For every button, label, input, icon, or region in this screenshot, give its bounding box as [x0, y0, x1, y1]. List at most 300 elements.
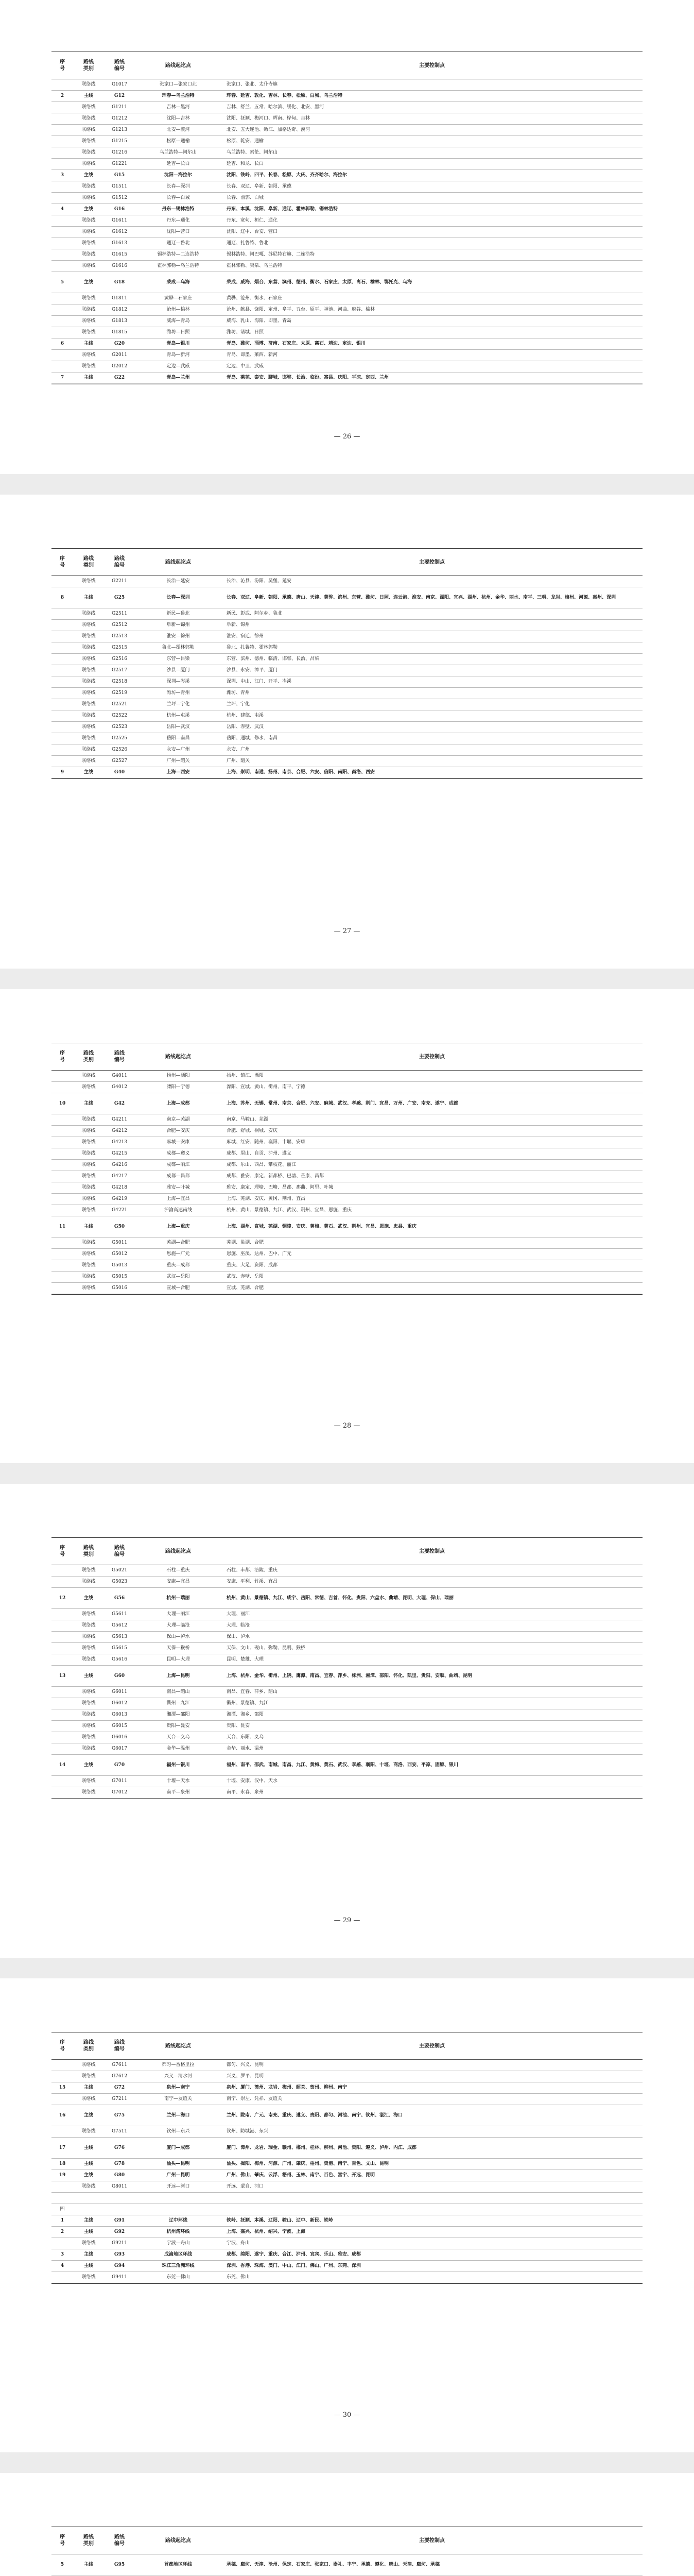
- cell-class: 联络线: [81, 1778, 96, 1784]
- cell-code: G4216: [111, 1162, 128, 1167]
- cell-cities: 沙县、永安、漳平、厦门: [227, 668, 278, 673]
- cell-code: G2521: [111, 702, 128, 707]
- cell-name: 沙县—厦门: [166, 668, 190, 673]
- table-row: [51, 2126, 643, 2138]
- cell-class: 联络线: [81, 2275, 96, 2280]
- cell-code: G56: [114, 1595, 125, 1601]
- table-row: [51, 665, 643, 676]
- highway-table: [51, 1043, 643, 1295]
- cell-class: 联络线: [81, 1701, 96, 1706]
- table-row: [51, 608, 643, 620]
- cell-code: G1615: [111, 252, 128, 257]
- header-cities: 主要控制点: [419, 2537, 445, 2544]
- cell-name: 乌兰浩特—阿尔山: [159, 150, 197, 155]
- table-row: [51, 710, 643, 722]
- cell-code: G4221: [111, 1208, 128, 1213]
- cell-seq: 9: [60, 770, 64, 775]
- cell-name: 上海—西安: [166, 770, 190, 775]
- cell-class: 主线: [83, 2145, 93, 2150]
- table-row: [51, 620, 643, 631]
- cell-code: G1216: [111, 150, 128, 155]
- cell-name: 首都地区环线: [164, 2562, 192, 2567]
- table-row: [51, 767, 643, 778]
- cell-class: 联络线: [81, 330, 96, 335]
- cell-cities: 东莞、佛山: [227, 2275, 250, 2280]
- document-page: [0, 495, 694, 969]
- cell-code: G18: [114, 279, 125, 285]
- cell-name: 上海—宜昌: [166, 1196, 190, 1201]
- cell-class: 联络线: [81, 645, 96, 650]
- cell-name: 锡林浩特—二连浩特: [157, 252, 199, 257]
- cell-class: 联络线: [81, 1285, 96, 1291]
- cell-cities: 广州、韶关: [227, 758, 250, 764]
- cell-code: G93: [114, 2252, 125, 2257]
- cell-name: 宁波—舟山: [166, 2241, 190, 2246]
- cell-code: G15: [114, 173, 125, 178]
- cell-name: 岳阳—武汉: [166, 724, 190, 730]
- table-header: [51, 52, 643, 79]
- table-row: [51, 147, 643, 159]
- cell-code: G1017: [111, 82, 128, 87]
- table-row: [51, 2215, 643, 2227]
- cell-code: G6011: [111, 1689, 128, 1694]
- header-cities: 主要控制点: [419, 1548, 445, 1554]
- table-row: [51, 238, 643, 249]
- table-row: [51, 91, 643, 102]
- cell-class: 联络线: [81, 82, 96, 87]
- cell-name: 北安—漠河: [166, 127, 190, 132]
- cell-code: G2527: [111, 758, 128, 764]
- table-header: [51, 2527, 643, 2554]
- cell-class: 联络线: [81, 229, 96, 234]
- cell-code: G4212: [111, 1128, 128, 1133]
- cell-code: G1212: [111, 116, 128, 121]
- cell-class: 联络线: [81, 1084, 96, 1090]
- table-row: [51, 2170, 643, 2181]
- cell-class: 联络线: [81, 1208, 96, 1213]
- cell-code: G5612: [111, 1623, 128, 1628]
- header-cities: 主要控制点: [419, 62, 445, 69]
- cell-class: 联络线: [81, 690, 96, 696]
- cell-name: 昆明—大理: [166, 1657, 190, 1662]
- cell-cities: 成都、乐山、西昌、攀枝花、丽江: [227, 1162, 297, 1167]
- cell-cities: 乌兰浩特、索伦、阿尔山: [227, 150, 278, 155]
- cell-class: 联络线: [81, 2096, 96, 2102]
- cell-cities: 上海、崇明、南通、扬州、南京、合肥、六安、信阳、南阳、商洛、西安: [227, 770, 375, 775]
- cell-cities: 金华、丽水、温州: [227, 1746, 264, 1751]
- cell-class: 主线: [83, 770, 93, 775]
- cell-cities: 贵阳、瓮安: [227, 1723, 250, 1728]
- cell-name: 沪渝高速南线: [164, 1208, 192, 1213]
- cell-cities: 天台、东阳、义乌: [227, 1735, 264, 1740]
- cell-name: 鲁北—霍林郭勒: [162, 645, 195, 650]
- header-seq: 序 号: [60, 2534, 65, 2547]
- cell-cities: 沈阳、辽中、台安、营口: [227, 229, 278, 234]
- cell-name: 合肥—安庆: [166, 1128, 190, 1133]
- cell-code: G42: [114, 1100, 125, 1106]
- page-number: — 27 —: [334, 927, 360, 935]
- cell-seq: 3: [60, 2252, 64, 2257]
- cell-cities: 泉州、厦门、漳州、龙岩、梅州、韶关、贺州、柳州、南宁: [227, 2085, 348, 2090]
- cell-name: 沈阳—吉林: [166, 116, 190, 121]
- cell-class: 联络线: [81, 195, 96, 200]
- cell-name: 杭州—屯溪: [166, 713, 190, 718]
- document-page: [0, 1978, 694, 2452]
- cell-name: 东营—吕梁: [166, 656, 190, 662]
- cell-cities: 青岛、即墨、莱西、新河: [227, 352, 278, 358]
- highway-table: [51, 52, 643, 384]
- cell-class: 主线: [83, 2263, 93, 2268]
- cell-name: 黄骅—石家庄: [164, 296, 192, 301]
- header-code: 路线 编号: [114, 556, 125, 568]
- cell-code: G7612: [111, 2074, 128, 2079]
- cell-name: 钦州—东兴: [166, 2129, 190, 2134]
- cell-code: G2517: [111, 668, 128, 673]
- cell-cities: 深圳、香港、珠海、澳门、中山、江门、佛山、广州、东莞、深圳: [227, 2263, 361, 2268]
- cell-name: 兴义—清水河: [164, 2074, 192, 2079]
- cell-seq: 3: [60, 173, 64, 178]
- table-row: [51, 159, 643, 170]
- cell-cities: 上海、湖州、宣城、芜湖、铜陵、安庆、黄梅、黄石、武汉、荆州、宜昌、恩施、忠县、重庆: [227, 1224, 417, 1229]
- cell-code: G7011: [111, 1778, 128, 1784]
- table-row: [51, 79, 643, 91]
- cell-name: 成都—昌都: [166, 1174, 190, 1179]
- cell-code: G95: [114, 2562, 125, 2567]
- page-number: — 29 —: [334, 1917, 360, 1924]
- cell-name: 石柱—重庆: [166, 1568, 190, 1573]
- cell-class: 联络线: [81, 2129, 96, 2134]
- cell-name: 衢州—九江: [166, 1701, 190, 1706]
- cell-name: 东莞—佛山: [166, 2275, 190, 2280]
- cell-name: 南平—泉州: [166, 1790, 190, 1795]
- cell-class: 联络线: [81, 1612, 96, 1617]
- cell-class: 联络线: [81, 1712, 96, 1717]
- cell-cities: 吉林、舒兰、五常、哈尔滨、绥化、北安、黑河: [227, 105, 324, 110]
- cell-class: 主线: [83, 2085, 93, 2090]
- cell-class: 主线: [83, 2252, 93, 2257]
- cell-class: 联络线: [81, 1140, 96, 1145]
- cell-class: 主线: [83, 375, 93, 380]
- cell-code: G40: [114, 770, 125, 775]
- cell-class: 主线: [83, 2112, 93, 2118]
- cell-cities: 扬州、镇江、溧阳: [227, 1073, 264, 1078]
- cell-cities: 恩施、巫溪、达州、巴中、广元: [227, 1251, 292, 1257]
- cell-code: G1612: [111, 229, 128, 234]
- cell-name: 吉林—黑河: [166, 105, 190, 110]
- header-name: 路线起讫点: [165, 1054, 191, 1060]
- table-row: [51, 1687, 643, 1698]
- cell-name: 开远—河口: [166, 2184, 190, 2189]
- table-row: [51, 1160, 643, 1171]
- page-number: — 28 —: [334, 1422, 360, 1430]
- header-code: 路线 编号: [114, 2040, 125, 2052]
- cell-class: 联络线: [81, 2241, 96, 2246]
- table-row: [51, 113, 643, 125]
- cell-cities: 成都、眉山、自贡、泸州、遵义: [227, 1151, 292, 1156]
- table-row: [51, 2105, 643, 2126]
- cell-cities: 芜湖、巢湖、合肥: [227, 1240, 264, 1245]
- cell-cities: 珲春、延吉、敦化、吉林、长春、松原、白城、乌兰浩特: [227, 93, 343, 98]
- cell-code: G4011: [111, 1073, 128, 1078]
- cell-cities: 溧阳、宣城、黄山、衢州、南平、宁德: [227, 1084, 306, 1090]
- cell-name: 霍林郭勒—乌兰浩特: [157, 263, 199, 268]
- cell-name: 淮安—徐州: [166, 634, 190, 639]
- table-row: [51, 1577, 643, 1588]
- cell-name: 大理—丽江: [166, 1612, 190, 1617]
- cell-cities: 丹东、宽甸、桓仁、通化: [227, 218, 278, 223]
- cell-code: G80: [114, 2173, 125, 2178]
- cell-cities: 昆明、楚雄、大理: [227, 1657, 264, 1662]
- table-row: [51, 1620, 643, 1632]
- cell-name: 潍坊—青州: [166, 690, 190, 696]
- cell-code: G2511: [111, 611, 128, 616]
- cell-class: 联络线: [81, 352, 96, 358]
- table-row: [51, 756, 643, 767]
- cell-code: G1813: [111, 318, 128, 324]
- cell-name: 武汉—岳阳: [166, 1274, 190, 1279]
- cell-seq: 8: [60, 595, 64, 600]
- cell-code: G50: [114, 1224, 125, 1229]
- cell-code: G1616: [111, 263, 128, 268]
- cell-seq: 4: [60, 2263, 64, 2268]
- cell-class: 联络线: [81, 139, 96, 144]
- cell-cities: 新民、彰武、阿尔乡、鲁北: [227, 611, 283, 616]
- table-row: [51, 1171, 643, 1182]
- cell-code: G5021: [111, 1568, 128, 1573]
- cell-class: 联络线: [81, 656, 96, 662]
- cell-cities: 都匀、兴义、昆明: [227, 2062, 264, 2067]
- table-row: [51, 1643, 643, 1654]
- cell-class: 联络线: [81, 1790, 96, 1795]
- cell-name: 汕头—昆明: [166, 2161, 190, 2166]
- table-row: [51, 204, 643, 215]
- cell-class: 联络线: [81, 1128, 96, 1133]
- cell-cities: 武汉、赤壁、岳阳: [227, 1274, 264, 1279]
- highway-table: [51, 548, 643, 779]
- header-seq: 序 号: [60, 1050, 65, 1063]
- table-row: [51, 1732, 643, 1743]
- cell-code: G70: [114, 1762, 125, 1768]
- table-row: [51, 2261, 643, 2272]
- cell-cities: 重庆、大足、资阳、成都: [227, 1263, 278, 1268]
- cell-seq: 5: [60, 279, 64, 285]
- cell-code: G6013: [111, 1712, 128, 1717]
- cell-cities: 潍坊、青州: [227, 690, 250, 696]
- cell-code: G5613: [111, 1634, 128, 1639]
- cell-code: G1215: [111, 139, 128, 144]
- table-row: [51, 1114, 643, 1126]
- header-seq: 序 号: [60, 556, 65, 568]
- cell-code: G75: [114, 2112, 125, 2118]
- header-class: 路线 类别: [83, 556, 94, 568]
- cell-cities: 阜新、锦州: [227, 622, 250, 628]
- cell-code: G1815: [111, 330, 128, 335]
- cell-name: 延吉—长白: [166, 161, 190, 166]
- cell-cities: 长春、双辽、阜新、朝阳、承德、唐山、天津、黄骅、滨州、东营、潍坊、日照、连云港、淮安、南京、溧阳、宜兴、湖州、杭州、金华、丽水、南平、三明、龙岩、梅州、河源、惠州、深圳: [227, 595, 616, 600]
- cell-code: G76: [114, 2145, 125, 2150]
- cell-name: 泉州—南宁: [166, 2085, 190, 2090]
- cell-class: 联络线: [81, 1185, 96, 1190]
- cell-class: 主线: [83, 1762, 93, 1768]
- table-row: [51, 1588, 643, 1609]
- cell-cities: 福州、南平、邵武、南城、南昌、九江、黄梅、黄石、武汉、孝感、襄阳、十堰、商洛、西安、平凉、固原、银川: [227, 1762, 459, 1768]
- cell-class: 联络线: [81, 1162, 96, 1167]
- cell-class: 主线: [83, 2229, 93, 2234]
- cell-code: G4211: [111, 1117, 128, 1122]
- cell-code: G1511: [111, 184, 128, 189]
- cell-class: 联络线: [81, 1251, 96, 1257]
- table-row: [51, 249, 643, 261]
- table-row: [51, 2159, 643, 2170]
- cell-cities: 广州、佛山、肇庆、云浮、梧州、玉林、南宁、百色、富宁、开远、昆明: [227, 2173, 375, 2178]
- table-row: [51, 733, 643, 744]
- cell-code: G72: [114, 2085, 125, 2090]
- table-row: [51, 1260, 643, 1272]
- cell-seq: 四: [60, 2207, 65, 2212]
- header-class: 路线 类别: [83, 2040, 94, 2052]
- cell-class: 联络线: [81, 127, 96, 132]
- cell-class: 联络线: [81, 634, 96, 639]
- table-row: [51, 1126, 643, 1137]
- cell-cities: 锡林浩特、阿巴嘎、苏尼特右旗、二连浩特: [227, 252, 315, 257]
- table-row: [51, 361, 643, 372]
- table-row: [51, 136, 643, 147]
- header-cities: 主要控制点: [419, 559, 445, 565]
- cell-cities: 黄骅、沧州、衡水、石家庄: [227, 296, 283, 301]
- cell-name: 芜湖—合肥: [166, 1240, 190, 1245]
- cell-cities: 沈阳、铁岭、四平、长春、松原、大庆、齐齐哈尔、海拉尔: [227, 173, 348, 178]
- cell-cities: 荣成、威海、烟台、东营、滨州、德州、衡水、石家庄、太原、离石、榆林、鄂托克、乌海: [227, 279, 412, 285]
- cell-name: 青岛—银川: [166, 341, 190, 346]
- cell-class: 联络线: [81, 702, 96, 707]
- table-row: [51, 304, 643, 316]
- cell-class: 联络线: [81, 2184, 96, 2189]
- cell-class: 联络线: [81, 1689, 96, 1694]
- cell-cities: 钦州、防城港、东兴: [227, 2129, 269, 2134]
- cell-cities: 十堰、安康、汉中、天水: [227, 1778, 278, 1784]
- cell-seq: 18: [59, 2161, 66, 2166]
- table-row: [51, 227, 643, 238]
- cell-cities: 汕头、揭阳、梅州、河源、广州、肇庆、梧州、贵港、南宁、百色、文山、昆明: [227, 2161, 389, 2166]
- cell-cities: 上海、嘉兴、杭州、绍兴、宁波、上海: [227, 2229, 306, 2234]
- cell-name: 贵阳—瓮安: [166, 1723, 190, 1728]
- table-row: [51, 215, 643, 227]
- table-row: [51, 1755, 643, 1776]
- header-name: 路线起讫点: [165, 2043, 191, 2049]
- header-code: 路线 编号: [114, 1050, 125, 1063]
- table-row: [51, 1216, 643, 1238]
- cell-class: 联络线: [81, 1735, 96, 1740]
- table-row: [51, 1071, 643, 1082]
- cell-code: G2525: [111, 736, 128, 741]
- cell-seq: 4: [60, 207, 64, 212]
- table-row: [51, 2060, 643, 2071]
- cell-code: G4219: [111, 1196, 128, 1201]
- table-row: [51, 2071, 643, 2082]
- cell-name: 新民—鲁北: [166, 611, 190, 616]
- table-row: [51, 576, 643, 587]
- cell-class: 联络线: [81, 724, 96, 730]
- cell-cities: 湘潭、湘乡、邵阳: [227, 1712, 264, 1717]
- cell-cities: 南昌、宜春、萍乡、韶山: [227, 1689, 278, 1694]
- cell-class: 联络线: [81, 252, 96, 257]
- cell-name: 南京—芜湖: [166, 1117, 190, 1122]
- cell-class: 联络线: [81, 161, 96, 166]
- cell-cities: 长春、双辽、阜新、朝阳、承德: [227, 184, 292, 189]
- cell-code: G7012: [111, 1790, 128, 1795]
- cell-class: 联络线: [81, 747, 96, 752]
- cell-cities: 上海、芜湖、安庆、黄冈、荆州、宜昌: [227, 1196, 306, 1201]
- cell-name: 永安—广州: [166, 747, 190, 752]
- cell-class: 联络线: [81, 296, 96, 301]
- highway-table: [51, 1537, 643, 1799]
- table-row: [51, 1632, 643, 1643]
- cell-class: 联络线: [81, 622, 96, 628]
- cell-class: 联络线: [81, 1657, 96, 1662]
- table-row: [51, 1787, 643, 1799]
- cell-cities: 石柱、丰都、涪陵、重庆: [227, 1568, 278, 1573]
- cell-name: 湘潭—邵阳: [166, 1712, 190, 1717]
- cell-cities: 安康、平利、竹溪、宜昌: [227, 1579, 278, 1584]
- cell-code: G5016: [111, 1285, 128, 1291]
- cell-cities: 沧州、献县、饶阳、定州、阜平、五台、原平、神池、河曲、府谷、榆林: [227, 307, 375, 312]
- cell-class: 联络线: [81, 218, 96, 223]
- cell-class: 主线: [83, 1224, 93, 1229]
- cell-cities: 通辽、扎鲁特、鲁北: [227, 241, 269, 246]
- cell-code: G9411: [111, 2275, 128, 2280]
- cell-code: G1221: [111, 161, 128, 166]
- table-row: [51, 1205, 643, 1216]
- cell-name: 阜新—锦州: [166, 622, 190, 628]
- cell-cities: 大理、丽江: [227, 1612, 250, 1617]
- cell-cities: 青岛、莱芜、泰安、聊城、邯郸、长治、临汾、富县、庆阳、平凉、定西、兰州: [227, 375, 389, 380]
- header-code: 路线 编号: [114, 2534, 125, 2547]
- cell-code: G1812: [111, 307, 128, 312]
- table-row: [51, 722, 643, 733]
- table-row: [51, 2082, 643, 2094]
- cell-name: 大理—临沧: [166, 1623, 190, 1628]
- cell-name: 宣城—合肥: [166, 1285, 190, 1291]
- table-row: [51, 1698, 643, 1709]
- document-page: [0, 989, 694, 1463]
- cell-class: 主线: [83, 207, 93, 212]
- table-row: [51, 2204, 643, 2215]
- cell-name: 成渝地区环线: [164, 2252, 192, 2257]
- table-row: [51, 181, 643, 193]
- table-row: [51, 316, 643, 327]
- cell-name: 深圳—岑溪: [166, 679, 190, 684]
- cell-cities: 延吉、和龙、长白: [227, 161, 264, 166]
- header-name: 路线起讫点: [165, 559, 191, 565]
- cell-name: 丹东—锡林浩特: [162, 207, 195, 212]
- cell-code: G1213: [111, 127, 128, 132]
- cell-code: G8011: [111, 2184, 128, 2189]
- header-code: 路线 编号: [114, 59, 125, 72]
- cell-name: 广州—昆明: [166, 2173, 190, 2178]
- table-row: [51, 2193, 643, 2204]
- cell-class: 联络线: [81, 2074, 96, 2079]
- cell-cities: 成都、绵阳、遂宁、重庆、合江、泸州、宜宾、乐山、雅安、成都: [227, 2252, 361, 2257]
- cell-code: G5012: [111, 1251, 128, 1257]
- table-row: [51, 1194, 643, 1205]
- cell-code: G7511: [111, 2129, 128, 2134]
- cell-code: G60: [114, 1673, 125, 1679]
- table-row: [51, 1137, 643, 1148]
- table-row: [51, 1272, 643, 1283]
- table-row: [51, 338, 643, 350]
- cell-seq: 2: [60, 2229, 64, 2234]
- cell-name: 上海—成都: [166, 1100, 190, 1106]
